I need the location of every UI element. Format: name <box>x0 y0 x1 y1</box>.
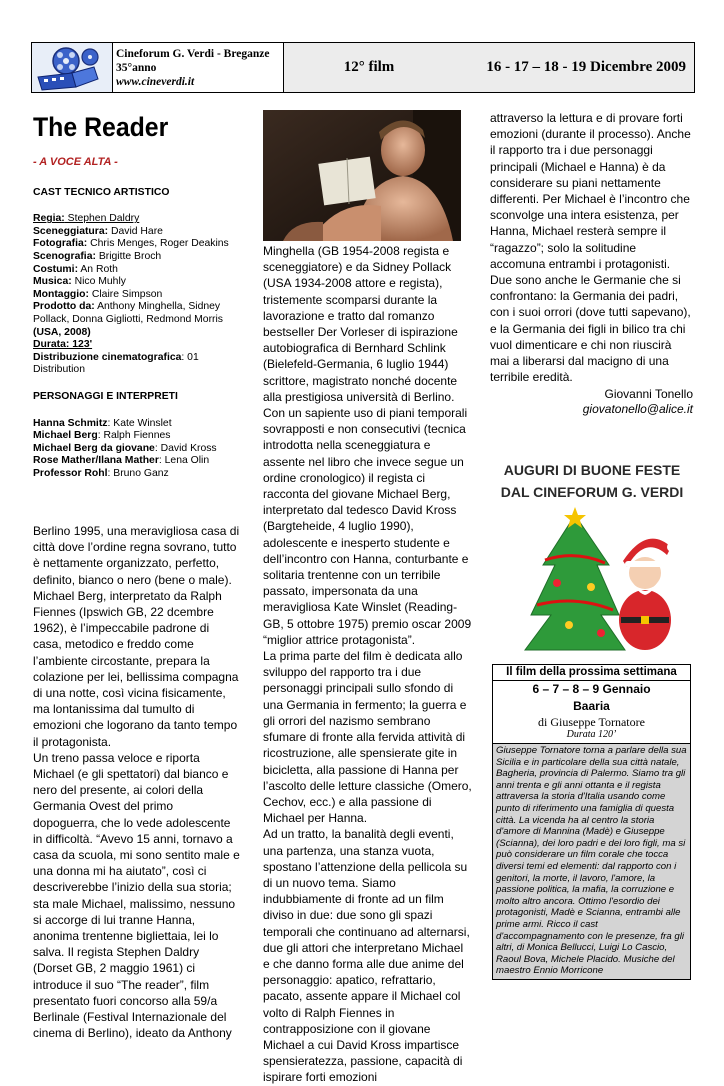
film-still-photo <box>263 110 461 241</box>
tech-cast-heading: CAST TECNICO ARTISTICO <box>33 186 170 198</box>
next-film-heading: Il film della prossima settimana <box>493 665 690 681</box>
review-paragraph: Un treno passa veloce e riporta Michael (e gli spettatori) dal bianco e nero del presente, ai colori della Germania Ovest del primo dopoguerra, che lo vede adolescente in difficoltà. “Avevo 15 anni, tornavo a casa da scuola, mi sono sentito male e una donna mi ha aiutato”, così ci descriverebbe l’inizio della sua storia; sta male Michael, malissimo, nessuno si accorge di lui tranne Hanna, anonima trentenne bigliettaia, lei lo salva. Il regista Stephen Daldry (Dorset GB, 2 maggio 1961) ci introduce il suo “The reader”, film presentato fuori concorso alla 59/a Berlinale (Festival Internazionale del cinema di Berlino), ideato da Anthony <box>33 750 240 1041</box>
greeting-line-1: AUGURI DI BUONE FESTE <box>503 462 681 478</box>
credit-row: (USA, 2008) <box>33 326 91 338</box>
review-paragraph: attraverso la lettura e di provare forti emozioni (durante il processo). Anche il rapporto tra i due personaggi principali (Michael e Hanna) è da considerare su piani nettamente differenti. Per Michael è l’incontro che sconvolge una intera esistenza, per Hanna, Michael resterà sempre il “ragazzo”; solo la solitudine accomuna entrambi i protagonisti. Due sono anche le Germanie che si confrontano: la Germania dei padri, con i suoi orrori (dove tutti sapevano), e la Germania dei figli in bilico tra chi vuol dimenticare e chi non riuscirà mai a liberarsi dal macigno di una terribile eredità. <box>490 111 691 385</box>
holiday-greeting <box>495 455 689 655</box>
credit-row: Scenografia: Brigitte Broch <box>33 250 162 262</box>
cast-list <box>33 418 243 481</box>
credits-list <box>33 213 243 377</box>
credit-row: Montaggio: Claire Simpson <box>33 288 163 300</box>
cast-row: Professor Rohl: Bruno Ganz <box>33 467 169 479</box>
credit-row: Durata: 123' <box>33 339 93 351</box>
review-paragraph: Berlino 1995, una meravigliosa casa di città dove l’ordine regna sovrano, tutto è nettamente organizzato, perfetto, definito, bianco o nero (bene o male). Michael Berg, interpretato da Ralph Fiennes (Ipswich GB, 22 dcembre 1962), è l’impeccabile padrone di casa, metodico e freddo come l’ambiente circostante, prepara la colazione per lei, bellissima compagna di una notte, così vicina fisicamente, ma lontanissima dal tumulto di emozioni che logorano da tanto tempo il protagonista. <box>33 524 240 749</box>
credit-row: Prodotto da: Anthony Minghella, Sidney Pollack, Donna Gigliotti, Redmond Morris <box>33 301 223 325</box>
next-film-dates: 6 – 7 – 8 – 9 Gennaio <box>532 682 651 696</box>
next-film-box <box>492 664 691 980</box>
credits-column <box>33 110 243 480</box>
greeting-line-2: DAL CINEFORUM G. VERDI <box>500 484 684 500</box>
author-email[interactable]: giovatonello@alice.it <box>582 402 693 417</box>
cast-row: Hanna Schmitz: Kate Winslet <box>33 417 172 429</box>
website-link[interactable]: www.cineverdi.it <box>116 76 195 88</box>
film-still-image <box>263 110 461 241</box>
cast-row: Rose Mather/Ilana Mather: Lena Olin <box>33 455 210 467</box>
credit-row: Distribuzione cinematografica: 01 Distribution <box>33 351 199 376</box>
review-column-3 <box>490 110 693 417</box>
next-film-title: Baaria <box>573 699 610 713</box>
review-column-2 <box>263 243 473 1086</box>
credit-row: Sceneggiatura: David Hare <box>33 225 163 237</box>
screening-dates: 16 - 17 – 18 - 19 Dicembre 2009 <box>486 59 686 75</box>
next-film-duration: Durata 120’ <box>566 729 617 740</box>
christmas-tree-santa-illustration <box>495 455 689 655</box>
credit-row: Regia: Stephen Daldry <box>33 213 140 225</box>
cast-heading: PERSONAGGI E INTERPRETI <box>33 390 178 402</box>
org-name: Cineforum G. Verdi - Breganze <box>116 48 270 60</box>
author-name: Giovanni Tonello <box>604 387 693 402</box>
next-film-director: di Giuseppe Tornatore <box>538 715 645 729</box>
header-box <box>31 42 695 93</box>
cast-row: Michael Berg da giovane: David Kross <box>33 442 217 454</box>
credit-row: Musica: Nico Muhly <box>33 276 126 288</box>
credit-row: Fotografia: Chris Menges, Roger Deakins <box>33 238 229 250</box>
review-column-1 <box>33 523 241 1042</box>
credit-row: Costumi: An Roth <box>33 263 118 275</box>
next-film-description: Giuseppe Tornatore torna a parlare della sua Sicilia e in particolare della sua città natale, Bagheria, provincia di Palermo. Siamo tra gli anni trenta e gli anni ottanta e il regista attraversa la storia d'Italia usando come punto di riferimento una famiglia di questa città. La vicenda ha al centro la storia d'amore di Mannina (Madè) e Giuseppe (Scianna), dei loro padri e dei loro figli, ma si può considerare un film corale che tocca diversi temi ed elementi: dal rapporto con i genitori, la morte, il lavoro, l'amore, la passione politica, la mafia, la corruzione e molto altro ancora. Ottimo l'esordio dei protagonisti, Madè e Scianna, entrambi alle prime armi. Ricco il cast d'accompagnamento con le presenze, fra gli altri, di Monica Bellucci, Luigi Lo Cascio, Raoul Bova, Michele Placido. Musiche del maestro Ennio Morricone <box>493 743 690 979</box>
header-info <box>113 43 284 92</box>
film-subtitle: - A VOCE ALTA - <box>33 156 118 168</box>
review-paragraph: La prima parte del film è dedicata allo sviluppo del rapporto tra i due personaggi principali sullo sfondo di una Germania in fermento; la guerra e gli orrori del nazismo sembrano sfumare di fronte alla fervida attività di ricostruzione, alle spensierate gite in bicicletta, alla passione di Hanna per l’ascolto delle letture classiche (Omero, Cechov, ecc.) e alla passione di Michael per Hanna. <box>263 649 472 826</box>
author-signature <box>490 387 693 417</box>
film-title: The Reader <box>33 112 169 142</box>
cineforum-logo <box>32 43 113 92</box>
header-film-info <box>284 43 694 92</box>
film-reel-logo-icon <box>32 43 112 92</box>
cast-row: Michael Berg: Ralph Fiennes <box>33 430 171 442</box>
anniversary-year: 35°anno <box>116 62 157 74</box>
review-paragraph: Ad un tratto, la banalità degli eventi, una partenza, una stanza vuota, spostano l’attenzione della pellicola su di un nuovo tema. Siamo indubbiamente di fronte ad un film diviso in due: due sono gli spazi temporali che continuano ad alternarsi, due gli attori che interpretano Michael e che danno forma alle due anime del personaggio: apatico, refrattario, pacato, assente appare il Michael col volto di Ralph Fiennes in contrapposizione con il giovane Michael a cui David Kross impartisce spensieratezza, passione, capacità di ispirare forti emozioni <box>263 827 470 1085</box>
film-number: 12° film <box>343 59 395 75</box>
review-paragraph: Minghella (GB 1954-2008 regista e sceneggiatore) e da Sidney Pollack (USA 1934-2008 attore e regista), tristemente scomparsi durante la lavorazione e tratto dal romanzo bestseller Der Vorleser di ispirazione autobiografica di Bernhard Schlink (Bielefeld-Germania, 6 luglio 1944) scrittore, magistrato nonché docente alla prestigiosa università di Berlino. Con un sapiente uso di piani temporali sovrapposti e non consecutivi (tecnica introdotta nella sceneggiatura e assente nel libro che invece segue un ordine cronologico) il regista ci racconta del giovane Michael Berg, interpretato dal tedesco David Kross (Bargteheide, 4 luglio 1990), adolescente e inesperto studente e dell’incontro con Hanna, conturbante e solitaria trentenne con un terribile passato, impersonata da una meravigliosa Kate Winslet (Reading-GB, 5 ottobre 1975) premio oscar 2009 “miglior attrice protagonista”. <box>263 244 472 647</box>
